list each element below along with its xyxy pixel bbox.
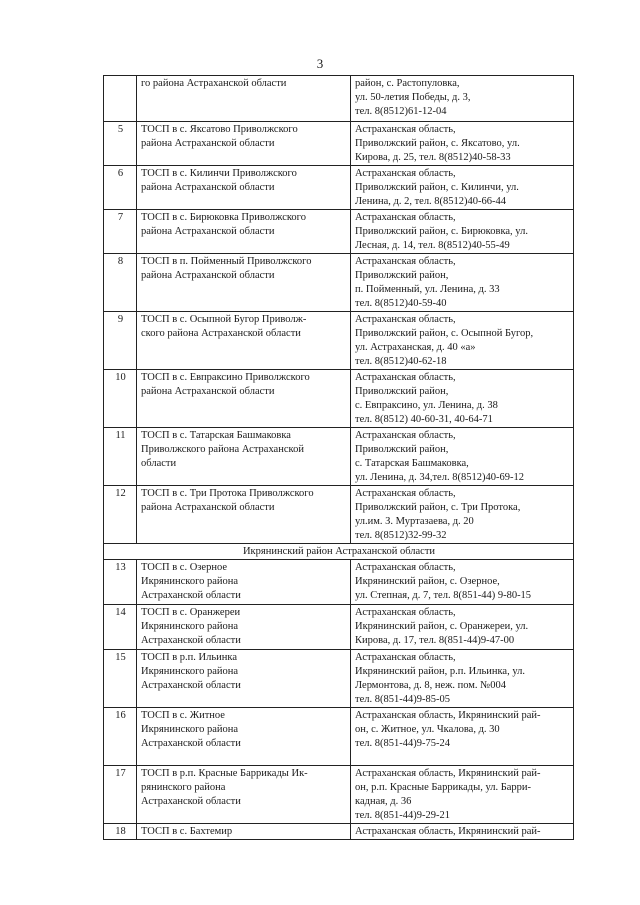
- office-name-line: ТОСП в с. Килинчи Приволжского: [141, 168, 297, 179]
- office-address-line: тел. 8(851-44)9-85-05: [355, 694, 450, 705]
- office-address-line: Астраханская область,: [355, 124, 456, 135]
- office-address-line: Астраханская область, Икрянинский рай-: [355, 768, 541, 779]
- table-row: [104, 708, 574, 766]
- office-address: [351, 766, 574, 824]
- table-row: [104, 370, 574, 428]
- office-address-line: Астраханская область,: [355, 168, 456, 179]
- office-address-line: Ленина, д. 2, тел. 8(8512)40-66-44: [355, 196, 507, 207]
- office-address: [351, 650, 574, 708]
- office-name: [137, 560, 351, 605]
- office-address-line: Икрянинский район, с. Оранжереи, ул.: [355, 621, 529, 632]
- office-address-line: Приволжский район, с. Килинчи, ул.: [355, 182, 519, 193]
- office-name-line: области: [141, 458, 177, 469]
- office-address-line: Астраханская область, Икрянинский рай-: [355, 710, 541, 721]
- office-address-line: ул. Астраханская, д. 40 «а»: [355, 342, 476, 353]
- office-address: [351, 428, 574, 486]
- office-name-line: ТОСП в с. Яксатово Приволжского: [141, 124, 298, 135]
- office-address-line: Астраханская область, Икрянинский рай-: [355, 826, 541, 837]
- office-name-line: Астраханской области: [141, 590, 241, 601]
- office-address-line: Икрянинский район, с. Озерное,: [355, 576, 500, 587]
- office-name-line: ТОСП в п. Пойменный Приволжского: [141, 256, 312, 267]
- office-address-line: Приволжский район, с. Бирюковка, ул.: [355, 226, 528, 237]
- table-row: [104, 605, 574, 650]
- office-name-line: ТОСП в р.п. Ильинка: [141, 652, 237, 663]
- office-address-line: Астраханская область,: [355, 212, 456, 223]
- office-name-line: ТОСП в с. Татарская Башмаковка: [141, 430, 291, 441]
- office-address-line: с. Татарская Башмаковка,: [355, 458, 469, 469]
- office-address-line: Астраханская область,: [355, 488, 456, 499]
- office-name: [137, 76, 351, 122]
- table-row: [104, 76, 574, 122]
- row-number: 9: [104, 312, 137, 370]
- office-address-line: Приволжский район,: [355, 270, 449, 281]
- office-name: [137, 122, 351, 166]
- office-address: [351, 312, 574, 370]
- row-number: 5: [104, 122, 137, 166]
- office-address-line: Икрянинский район, р.п. Ильинка, ул.: [355, 666, 525, 677]
- office-address-line: тел. 8(8512)40-59-40: [355, 298, 447, 309]
- office-name: [137, 824, 351, 840]
- office-address-line: Астраханская область,: [355, 314, 456, 325]
- office-name-line: Астраханской области: [141, 738, 241, 749]
- office-name-line: Астраханской области: [141, 796, 241, 807]
- office-name-line: Приволжского района Астраханской: [141, 444, 304, 455]
- table-row: [104, 650, 574, 708]
- section-heading-row: [104, 544, 574, 560]
- section-heading-group: [104, 544, 574, 560]
- table-row: [104, 560, 574, 605]
- office-name-line: ТОСП в с. Бахтемир: [141, 826, 233, 837]
- office-name: [137, 210, 351, 254]
- office-address-table: [103, 75, 574, 840]
- office-address-line: Кирова, д. 25, тел. 8(8512)40-58-33: [355, 152, 511, 163]
- office-address-line: Лесная, д. 14, тел. 8(8512)40-55-49: [355, 240, 510, 251]
- row-number: 16: [104, 708, 137, 766]
- office-address-line: тел. 8(8512) 40-60-31, 40-64-71: [355, 414, 493, 425]
- office-name-line: района Астраханской области: [141, 182, 275, 193]
- office-address: [351, 254, 574, 312]
- row-number: 6: [104, 166, 137, 210]
- office-name-line: ТОСП в р.п. Красные Баррикады Ик-: [141, 768, 308, 779]
- office-address-line: тел. 8(8512)61-12-04: [355, 106, 447, 117]
- office-address-line: район, с. Растопуловка,: [355, 78, 460, 89]
- table-row: [104, 166, 574, 210]
- row-number: [104, 76, 137, 122]
- office-name-line: ского района Астраханской области: [141, 328, 301, 339]
- table-row: [104, 312, 574, 370]
- office-name: [137, 166, 351, 210]
- office-address: [351, 166, 574, 210]
- office-name-line: района Астраханской области: [141, 226, 275, 237]
- office-name-line: Икрянинского района: [141, 621, 239, 632]
- office-name-line: ТОСП в с. Осыпной Бугор Приволж-: [141, 314, 307, 325]
- table-row: [104, 254, 574, 312]
- office-address-line: он, р.п. Красные Баррикады, ул. Барри-: [355, 782, 532, 793]
- office-name-line: ТОСП в с. Три Протока Приволжского: [141, 488, 314, 499]
- office-address: [351, 486, 574, 544]
- office-name: [137, 428, 351, 486]
- ikryanoe-rows: [104, 560, 574, 840]
- office-address-line: ул. Ленина, д. 34,тел. 8(8512)40-69-12: [355, 472, 524, 483]
- row-number: 14: [104, 605, 137, 650]
- office-name-line: Астраханской области: [141, 680, 241, 691]
- office-name-line: ТОСП в с. Бирюковка Приволжского: [141, 212, 306, 223]
- office-address: [351, 824, 574, 840]
- office-address-line: тел. 8(851-44)9-29-21: [355, 810, 450, 821]
- office-address-line: Астраханская область,: [355, 372, 456, 383]
- office-name: [137, 650, 351, 708]
- office-address-line: Приволжский район, с. Яксатово, ул.: [355, 138, 520, 149]
- office-name-line: Икрянинского района: [141, 666, 239, 677]
- office-name-line: района Астраханской области: [141, 138, 275, 149]
- table-row: [104, 210, 574, 254]
- office-name: [137, 370, 351, 428]
- row-number: 7: [104, 210, 137, 254]
- table-row: [104, 824, 574, 840]
- office-address: [351, 605, 574, 650]
- row-number: 11: [104, 428, 137, 486]
- privolzhsky-rows: [104, 76, 574, 544]
- office-address-line: ул. Степная, д. 7, тел. 8(851-44) 9-80-15: [355, 590, 532, 601]
- table-row: [104, 122, 574, 166]
- office-address-line: тел. 8(8512)40-62-18: [355, 356, 447, 367]
- office-address-line: Лермонтова, д. 8, неж. пом. №004: [355, 680, 506, 691]
- office-name: [137, 486, 351, 544]
- office-address: [351, 210, 574, 254]
- row-number: 12: [104, 486, 137, 544]
- office-name-line: района Астраханской области: [141, 270, 275, 281]
- office-address-line: Приволжский район, с. Три Протока,: [355, 502, 521, 513]
- office-name-line: района Астраханской области: [141, 502, 275, 513]
- page-number: 3: [316, 56, 324, 71]
- office-address-line: тел. 8(851-44)9-75-24: [355, 738, 450, 749]
- office-address-line: Астраханская область,: [355, 430, 456, 441]
- office-address: [351, 370, 574, 428]
- office-name-line: ТОСП в с. Евпраксино Приволжского: [141, 372, 310, 383]
- office-name-line: Икрянинского района: [141, 576, 239, 587]
- row-number: 18: [104, 824, 137, 840]
- office-address: [351, 708, 574, 766]
- office-address-line: Астраханская область,: [355, 256, 456, 267]
- office-name: [137, 254, 351, 312]
- office-name-line: Астраханской области: [141, 635, 241, 646]
- office-name: [137, 312, 351, 370]
- office-address-line: ул. 50-летия Победы, д. 3,: [355, 92, 471, 103]
- row-number: 15: [104, 650, 137, 708]
- office-address-line: п. Пойменный, ул. Ленина, д. 33: [355, 284, 500, 295]
- office-name: [137, 766, 351, 824]
- row-number: 10: [104, 370, 137, 428]
- office-address-line: с. Евпраксино, ул. Ленина, д. 38: [355, 400, 498, 411]
- office-address-line: Приволжский район, с. Осыпной Бугор,: [355, 328, 534, 339]
- office-name-line: ТОСП в с. Оранжереи: [141, 607, 241, 618]
- office-name: [137, 708, 351, 766]
- office-address-line: ул.им. З. Муртазаева, д. 20: [355, 516, 474, 527]
- office-name-line: рянинского района: [141, 782, 226, 793]
- table-row: [104, 766, 574, 824]
- office-address-line: Приволжский район,: [355, 444, 449, 455]
- office-address-line: кадная, д. 36: [355, 796, 412, 807]
- section-heading: Икрянинский район Астраханской области: [104, 544, 574, 560]
- row-number: 17: [104, 766, 137, 824]
- office-address-line: Астраханская область,: [355, 607, 456, 618]
- table-row: [104, 428, 574, 486]
- office-address: [351, 560, 574, 605]
- office-address-line: Приволжский район,: [355, 386, 449, 397]
- row-number: 8: [104, 254, 137, 312]
- office-name: [137, 605, 351, 650]
- office-name-line: Икрянинского района: [141, 724, 239, 735]
- office-address: [351, 122, 574, 166]
- office-name-line: го района Астраханской области: [141, 78, 287, 89]
- office-address-line: Астраханская область,: [355, 652, 456, 663]
- office-address-line: Кирова, д. 17, тел. 8(851-44)9-47-00: [355, 635, 515, 646]
- office-address-line: он, с. Житное, ул. Чкалова, д. 30: [355, 724, 500, 735]
- table-row: [104, 486, 574, 544]
- office-name-line: района Астраханской области: [141, 386, 275, 397]
- office-address-line: Астраханская область,: [355, 562, 456, 573]
- office-address: [351, 76, 574, 122]
- office-name-line: ТОСП в с. Озерное: [141, 562, 227, 573]
- office-address-line: тел. 8(8512)32-99-32: [355, 530, 447, 541]
- row-number: 13: [104, 560, 137, 605]
- office-name-line: ТОСП в с. Житное: [141, 710, 225, 721]
